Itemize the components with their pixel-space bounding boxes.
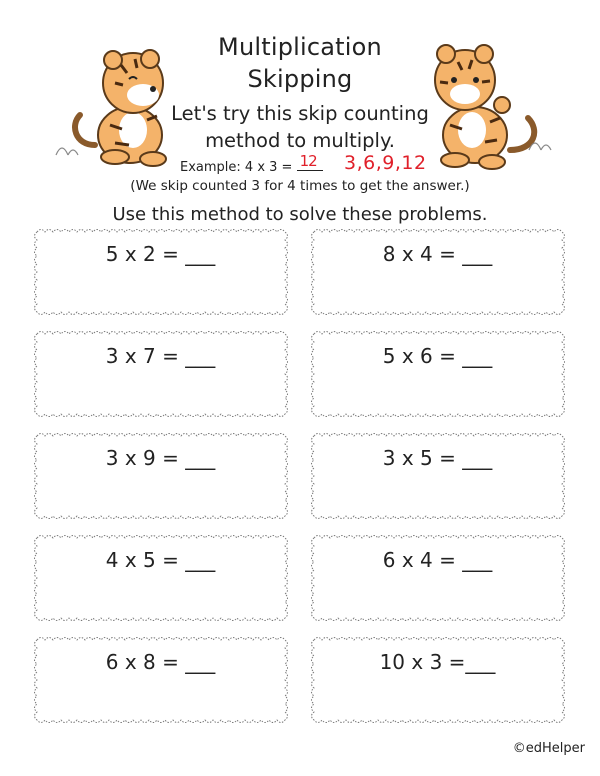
problem-text: 3 x 5 = ___ [382,446,493,470]
problem-text: 6 x 8 = ___ [105,650,216,674]
problem-text: 5 x 2 = ___ [105,242,216,266]
credit-text: ©edHelper [512,741,585,756]
problem-text: 3 x 7 = ___ [105,344,216,368]
example-note: (We skip counted 3 for 4 times to get the answer.) [130,178,470,194]
problem-box [33,636,288,724]
problem-box [310,228,565,316]
instructions: Use this method to solve these problems. [112,204,488,225]
worksheet-title-line2: Skipping [247,65,353,93]
problem-box [310,432,565,520]
intro-text: Let's try this skip counting method to multiply. [171,102,429,152]
problem-text: 8 x 4 = ___ [382,242,493,266]
motion-marks-left [52,135,82,160]
example-line [180,152,323,175]
problem-text: 5 x 6 = ___ [382,344,493,368]
example-answer-blank [297,152,323,171]
example-answer: 12 [299,152,317,170]
problem-box [33,330,288,418]
worksheet-title-line1: Multiplication [218,33,382,61]
problem-text: 10 x 3 =___ [379,650,496,674]
problem-box [310,534,565,622]
problem-text: 3 x 9 = ___ [105,446,216,470]
example-skip-sequence: 3,6,9,12 [344,152,427,174]
problem-box [310,330,565,418]
problem-text: 4 x 5 = ___ [105,548,216,572]
problem-box [33,228,288,316]
problem-text: 6 x 4 = ___ [382,548,493,572]
problem-box [310,636,565,724]
motion-marks-right [525,130,555,155]
problem-box [33,432,288,520]
problem-box [33,534,288,622]
example-prefix: Example: 4 x 3 = [180,160,293,175]
